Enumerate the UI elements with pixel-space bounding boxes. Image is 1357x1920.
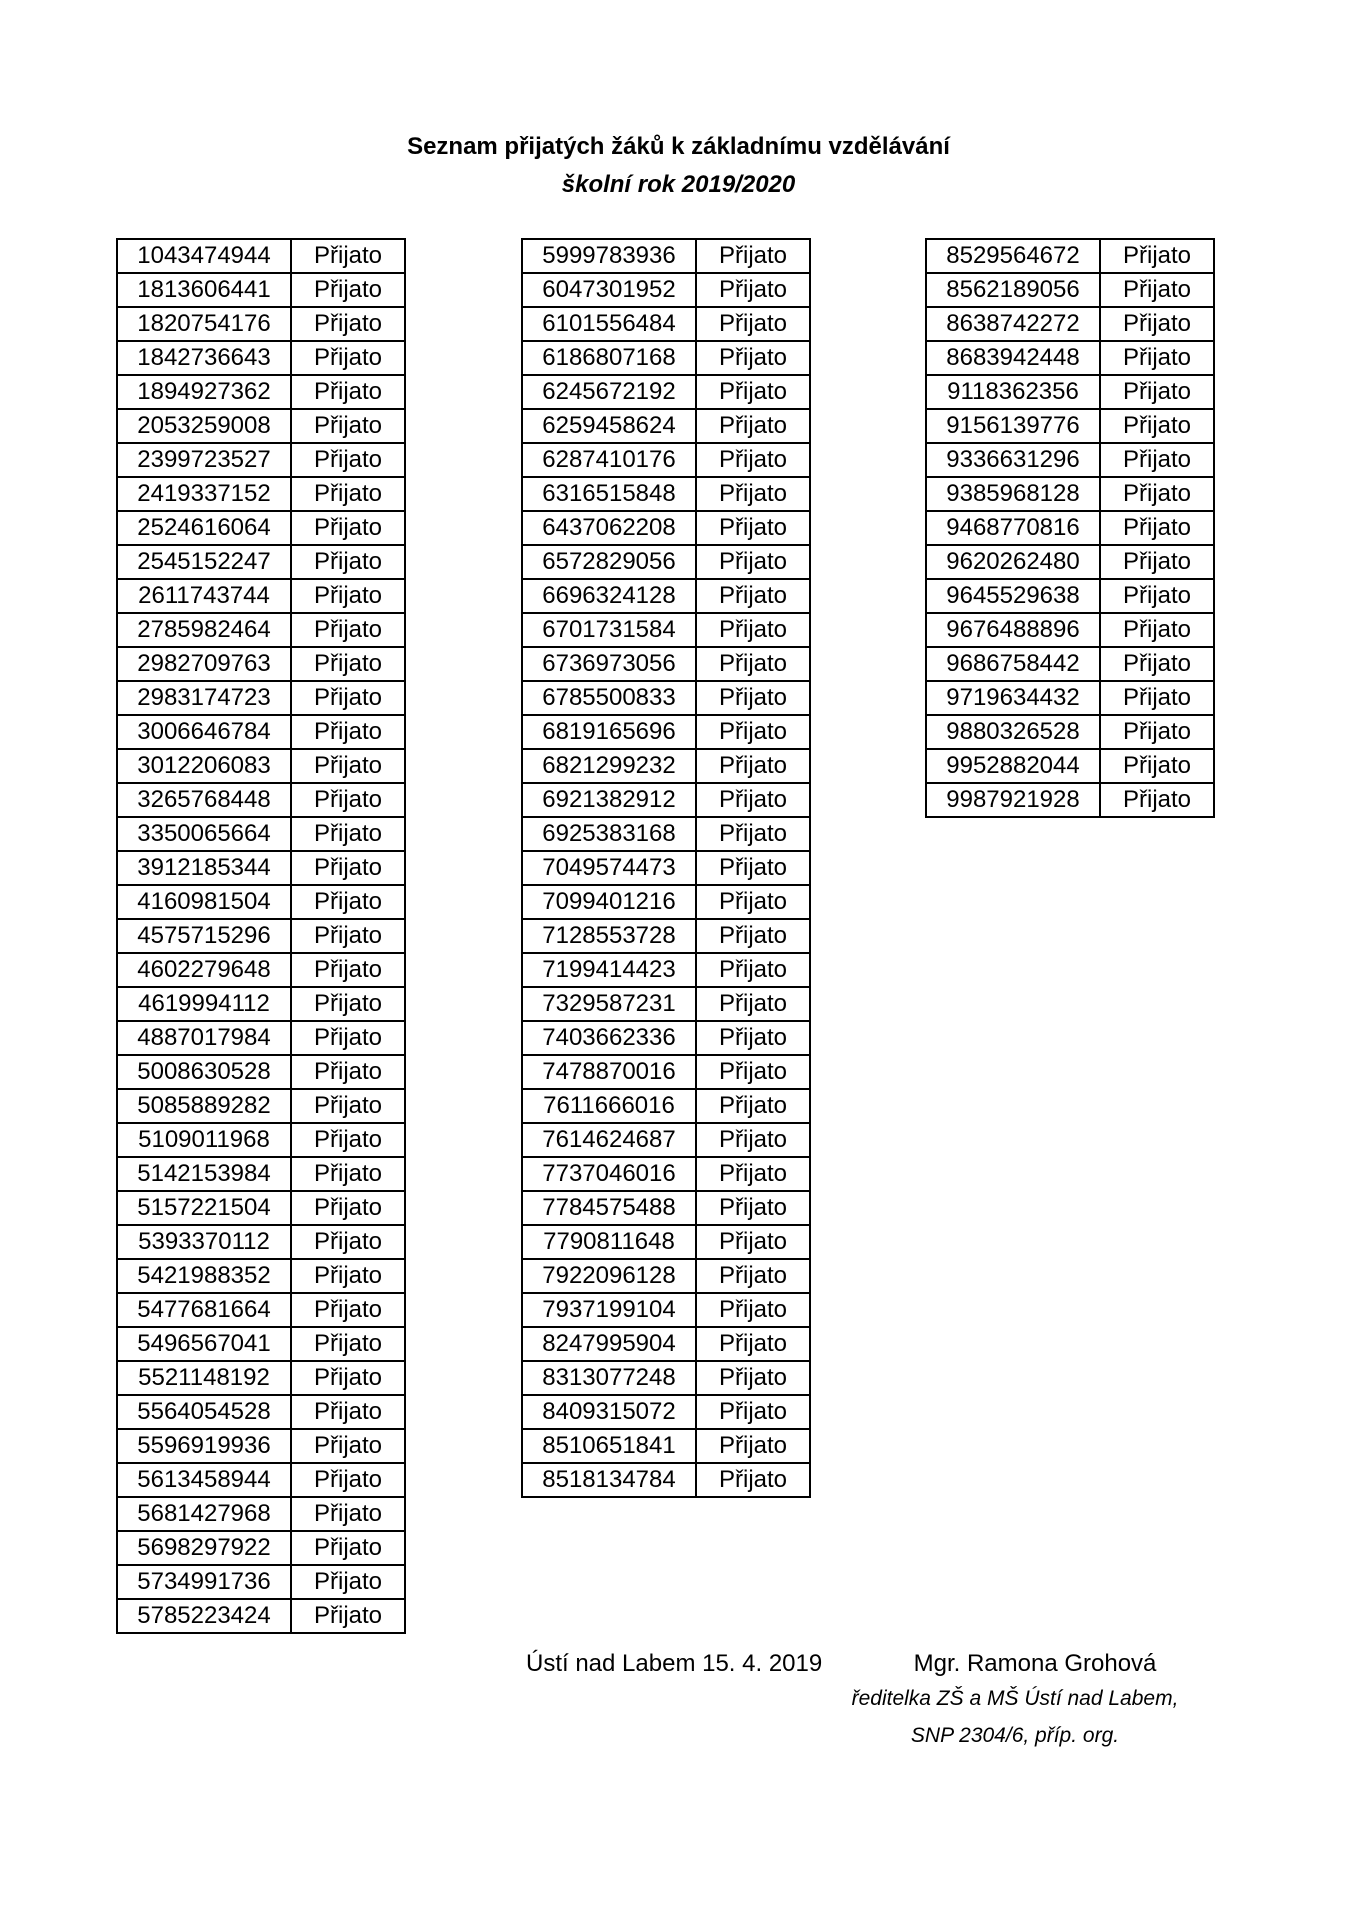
admission-status-cell: Přijato xyxy=(291,885,405,919)
table-row xyxy=(522,1055,810,1089)
student-id-cell: 4602279648 xyxy=(117,953,291,987)
student-id-cell: 4160981504 xyxy=(117,885,291,919)
admission-status-cell: Přijato xyxy=(291,1565,405,1599)
admission-status-cell: Přijato xyxy=(291,681,405,715)
student-id-cell: 8409315072 xyxy=(522,1395,696,1429)
student-id-cell: 9385968128 xyxy=(926,477,1100,511)
student-id-cell: 7922096128 xyxy=(522,1259,696,1293)
admission-status-cell: Přijato xyxy=(696,1327,810,1361)
student-id-cell: 5085889282 xyxy=(117,1089,291,1123)
admission-status-cell: Přijato xyxy=(1100,579,1214,613)
admission-status-cell: Přijato xyxy=(291,1531,405,1565)
student-id-cell: 5681427968 xyxy=(117,1497,291,1531)
admission-status-cell: Přijato xyxy=(291,409,405,443)
table-row xyxy=(522,1327,810,1361)
student-id-cell: 8510651841 xyxy=(522,1429,696,1463)
table-row xyxy=(522,987,810,1021)
admission-status-cell: Přijato xyxy=(696,1395,810,1429)
admission-status-cell: Přijato xyxy=(696,817,810,851)
admission-status-cell: Přijato xyxy=(696,1123,810,1157)
admission-status-cell: Přijato xyxy=(1100,783,1214,817)
admission-status-cell: Přijato xyxy=(696,749,810,783)
admission-status-cell: Přijato xyxy=(291,545,405,579)
table-row xyxy=(522,273,810,307)
student-id-cell: 9686758442 xyxy=(926,647,1100,681)
table-row xyxy=(117,375,405,409)
admission-status-cell: Přijato xyxy=(696,987,810,1021)
student-id-cell: 8638742272 xyxy=(926,307,1100,341)
table-row xyxy=(117,273,405,307)
table-row xyxy=(522,1123,810,1157)
student-id-cell: 6821299232 xyxy=(522,749,696,783)
student-id-cell: 9645529638 xyxy=(926,579,1100,613)
admission-status-cell: Přijato xyxy=(291,1327,405,1361)
admission-status-cell: Přijato xyxy=(1100,375,1214,409)
table-row xyxy=(117,1055,405,1089)
student-id-cell: 7099401216 xyxy=(522,885,696,919)
student-id-cell: 5785223424 xyxy=(117,1599,291,1633)
student-id-cell: 2785982464 xyxy=(117,613,291,647)
table-row xyxy=(522,1157,810,1191)
admission-status-cell: Přijato xyxy=(291,579,405,613)
table-row xyxy=(522,715,810,749)
student-id-cell: 5999783936 xyxy=(522,239,696,273)
student-id-cell: 5496567041 xyxy=(117,1327,291,1361)
student-id-cell: 6921382912 xyxy=(522,783,696,817)
table-row xyxy=(926,613,1214,647)
student-id-cell: 6819165696 xyxy=(522,715,696,749)
table-row xyxy=(522,477,810,511)
table-row xyxy=(926,647,1214,681)
table-row xyxy=(926,409,1214,443)
student-id-cell: 9719634432 xyxy=(926,681,1100,715)
admission-status-cell: Přijato xyxy=(696,443,810,477)
admission-status-cell: Přijato xyxy=(696,613,810,647)
admission-status-cell: Přijato xyxy=(1100,749,1214,783)
student-id-cell: 2983174723 xyxy=(117,681,291,715)
admission-status-cell: Přijato xyxy=(696,273,810,307)
student-id-cell: 5157221504 xyxy=(117,1191,291,1225)
student-id-cell: 5477681664 xyxy=(117,1293,291,1327)
student-id-cell: 3265768448 xyxy=(117,783,291,817)
student-id-cell: 6701731584 xyxy=(522,613,696,647)
admission-status-cell: Přijato xyxy=(696,953,810,987)
student-id-cell: 6047301952 xyxy=(522,273,696,307)
table-row xyxy=(117,987,405,1021)
student-id-cell: 3350065664 xyxy=(117,817,291,851)
student-id-cell: 9620262480 xyxy=(926,545,1100,579)
student-id-cell: 9952882044 xyxy=(926,749,1100,783)
student-id-cell: 9880326528 xyxy=(926,715,1100,749)
admission-status-cell: Přijato xyxy=(291,1157,405,1191)
table-row xyxy=(117,817,405,851)
student-id-cell: 1842736643 xyxy=(117,341,291,375)
student-id-cell: 6186807168 xyxy=(522,341,696,375)
admission-status-cell: Přijato xyxy=(291,1293,405,1327)
table-row xyxy=(117,307,405,341)
admission-status-cell: Přijato xyxy=(291,919,405,953)
admission-status-cell: Přijato xyxy=(291,239,405,273)
admission-status-cell: Přijato xyxy=(291,783,405,817)
admission-status-cell: Přijato xyxy=(1100,715,1214,749)
table-row xyxy=(522,885,810,919)
admission-table-column-1 xyxy=(116,238,406,1634)
student-id-cell: 7784575488 xyxy=(522,1191,696,1225)
student-id-cell: 5596919936 xyxy=(117,1429,291,1463)
table-row xyxy=(117,1327,405,1361)
table-row xyxy=(117,443,405,477)
student-id-cell: 3006646784 xyxy=(117,715,291,749)
admission-status-cell: Přijato xyxy=(696,681,810,715)
student-id-cell: 8518134784 xyxy=(522,1463,696,1497)
signer-role: ředitelka ZŠ a MŠ Ústí nad Labem, xyxy=(851,1687,1179,1710)
student-id-cell: 8562189056 xyxy=(926,273,1100,307)
admission-status-cell: Přijato xyxy=(291,953,405,987)
student-id-cell: 7478870016 xyxy=(522,1055,696,1089)
admission-status-cell: Přijato xyxy=(291,1395,405,1429)
admission-status-cell: Přijato xyxy=(291,715,405,749)
student-id-cell: 7790811648 xyxy=(522,1225,696,1259)
table-row xyxy=(926,341,1214,375)
admission-status-cell: Přijato xyxy=(291,1225,405,1259)
student-id-cell: 1894927362 xyxy=(117,375,291,409)
student-id-cell: 8313077248 xyxy=(522,1361,696,1395)
table-row xyxy=(926,273,1214,307)
student-id-cell: 7611666016 xyxy=(522,1089,696,1123)
admission-status-cell: Přijato xyxy=(696,1191,810,1225)
table-row xyxy=(117,919,405,953)
admission-status-cell: Přijato xyxy=(291,1191,405,1225)
admission-status-cell: Přijato xyxy=(696,1089,810,1123)
admission-status-cell: Přijato xyxy=(696,477,810,511)
student-id-cell: 7199414423 xyxy=(522,953,696,987)
school-year-subtitle: školní rok 2019/2020 xyxy=(561,171,796,198)
admission-status-cell: Přijato xyxy=(1100,545,1214,579)
student-id-cell: 4619994112 xyxy=(117,987,291,1021)
admission-status-cell: Přijato xyxy=(696,919,810,953)
admission-status-cell: Přijato xyxy=(291,1259,405,1293)
table-row xyxy=(926,239,1214,273)
admission-table-column-3 xyxy=(925,238,1215,818)
admission-status-cell: Přijato xyxy=(1100,409,1214,443)
student-id-cell: 6259458624 xyxy=(522,409,696,443)
admission-status-cell: Přijato xyxy=(291,1463,405,1497)
student-id-cell: 6736973056 xyxy=(522,647,696,681)
table-row xyxy=(926,511,1214,545)
admission-status-cell: Přijato xyxy=(1100,273,1214,307)
admission-status-cell: Přijato xyxy=(696,341,810,375)
admission-status-cell: Přijato xyxy=(696,239,810,273)
table-row xyxy=(117,341,405,375)
admission-status-cell: Přijato xyxy=(291,987,405,1021)
admission-status-cell: Přijato xyxy=(291,307,405,341)
student-id-cell: 5734991736 xyxy=(117,1565,291,1599)
admission-status-cell: Přijato xyxy=(291,375,405,409)
admission-status-cell: Přijato xyxy=(291,1021,405,1055)
table-row xyxy=(926,783,1214,817)
admission-status-cell: Přijato xyxy=(1100,307,1214,341)
table-row xyxy=(522,409,810,443)
student-id-cell: 5521148192 xyxy=(117,1361,291,1395)
table-row xyxy=(522,953,810,987)
student-id-cell: 5421988352 xyxy=(117,1259,291,1293)
student-id-cell: 6245672192 xyxy=(522,375,696,409)
admission-status-cell: Přijato xyxy=(696,409,810,443)
admission-status-cell: Přijato xyxy=(696,715,810,749)
admission-status-cell: Přijato xyxy=(291,851,405,885)
table-row xyxy=(522,919,810,953)
student-id-cell: 6287410176 xyxy=(522,443,696,477)
admission-status-cell: Přijato xyxy=(696,1361,810,1395)
admission-status-cell: Přijato xyxy=(291,647,405,681)
student-id-cell: 3012206083 xyxy=(117,749,291,783)
admission-status-cell: Přijato xyxy=(291,477,405,511)
admission-status-cell: Přijato xyxy=(696,1055,810,1089)
table-row xyxy=(522,1361,810,1395)
student-id-cell: 5698297922 xyxy=(117,1531,291,1565)
student-id-cell: 1820754176 xyxy=(117,307,291,341)
student-id-cell: 5008630528 xyxy=(117,1055,291,1089)
admission-status-cell: Přijato xyxy=(291,1361,405,1395)
table-row xyxy=(522,1463,810,1497)
admission-status-cell: Přijato xyxy=(696,885,810,919)
student-id-cell: 9156139776 xyxy=(926,409,1100,443)
table-row xyxy=(117,1599,405,1633)
table-row xyxy=(117,783,405,817)
table-row xyxy=(117,511,405,545)
table-row xyxy=(522,1395,810,1429)
student-id-cell: 6316515848 xyxy=(522,477,696,511)
table-row xyxy=(117,1497,405,1531)
student-id-cell: 7614624687 xyxy=(522,1123,696,1157)
table-row xyxy=(117,1225,405,1259)
student-id-cell: 8683942448 xyxy=(926,341,1100,375)
student-id-cell: 2053259008 xyxy=(117,409,291,443)
table-row xyxy=(117,1463,405,1497)
table-row xyxy=(117,749,405,783)
table-row xyxy=(522,443,810,477)
student-id-cell: 7737046016 xyxy=(522,1157,696,1191)
student-id-cell: 3912185344 xyxy=(117,851,291,885)
admission-status-cell: Přijato xyxy=(1100,613,1214,647)
signer-name: Mgr. Ramona Grohová xyxy=(913,1650,1157,1677)
table-row xyxy=(926,477,1214,511)
table-row xyxy=(117,477,405,511)
table-row xyxy=(117,1191,405,1225)
table-row xyxy=(117,885,405,919)
student-id-cell: 6101556484 xyxy=(522,307,696,341)
student-id-cell: 9468770816 xyxy=(926,511,1100,545)
table-row xyxy=(117,953,405,987)
admission-status-cell: Přijato xyxy=(291,749,405,783)
table-row xyxy=(117,239,405,273)
table-row xyxy=(117,1157,405,1191)
admission-status-cell: Přijato xyxy=(1100,477,1214,511)
admission-status-cell: Přijato xyxy=(696,1463,810,1497)
table-row xyxy=(117,1259,405,1293)
admission-status-cell: Přijato xyxy=(696,511,810,545)
table-row xyxy=(117,1021,405,1055)
table-row xyxy=(926,681,1214,715)
admission-status-cell: Přijato xyxy=(291,817,405,851)
table-row xyxy=(926,579,1214,613)
admission-status-cell: Přijato xyxy=(696,307,810,341)
table-row xyxy=(117,715,405,749)
admission-status-cell: Přijato xyxy=(291,341,405,375)
student-id-cell: 7128553728 xyxy=(522,919,696,953)
table-row xyxy=(522,511,810,545)
table-row xyxy=(117,647,405,681)
table-row xyxy=(522,1191,810,1225)
student-id-cell: 4575715296 xyxy=(117,919,291,953)
admission-status-cell: Přijato xyxy=(291,613,405,647)
student-id-cell: 2399723527 xyxy=(117,443,291,477)
admission-status-cell: Přijato xyxy=(291,1429,405,1463)
student-id-cell: 8247995904 xyxy=(522,1327,696,1361)
table-row xyxy=(117,613,405,647)
table-row xyxy=(522,681,810,715)
admission-status-cell: Přijato xyxy=(696,1225,810,1259)
table-row xyxy=(926,545,1214,579)
student-id-cell: 7049574473 xyxy=(522,851,696,885)
student-id-cell: 7329587231 xyxy=(522,987,696,1021)
table-row xyxy=(522,783,810,817)
admission-table-column-2 xyxy=(521,238,811,1498)
student-id-cell: 4887017984 xyxy=(117,1021,291,1055)
table-row xyxy=(117,1089,405,1123)
student-id-cell: 5393370112 xyxy=(117,1225,291,1259)
student-id-cell: 6437062208 xyxy=(522,511,696,545)
table-row xyxy=(522,613,810,647)
admission-status-cell: Přijato xyxy=(1100,443,1214,477)
admission-status-cell: Přijato xyxy=(291,511,405,545)
student-id-cell: 6696324128 xyxy=(522,579,696,613)
admission-status-cell: Přijato xyxy=(291,1497,405,1531)
student-id-cell: 6785500833 xyxy=(522,681,696,715)
table-row xyxy=(117,1395,405,1429)
table-row xyxy=(522,851,810,885)
admission-status-cell: Přijato xyxy=(696,851,810,885)
admission-status-cell: Přijato xyxy=(291,1089,405,1123)
student-id-cell: 2611743744 xyxy=(117,579,291,613)
student-id-cell: 8529564672 xyxy=(926,239,1100,273)
student-id-cell: 9336631296 xyxy=(926,443,1100,477)
student-id-cell: 2545152247 xyxy=(117,545,291,579)
table-row xyxy=(926,749,1214,783)
admission-status-cell: Přijato xyxy=(1100,239,1214,273)
table-row xyxy=(522,375,810,409)
table-row xyxy=(522,579,810,613)
student-id-cell: 2982709763 xyxy=(117,647,291,681)
table-row xyxy=(522,341,810,375)
table-row xyxy=(522,545,810,579)
table-row xyxy=(117,1293,405,1327)
admission-status-cell: Přijato xyxy=(1100,341,1214,375)
admission-status-cell: Přijato xyxy=(1100,681,1214,715)
table-row xyxy=(522,647,810,681)
admission-status-cell: Přijato xyxy=(291,273,405,307)
student-id-cell: 7937199104 xyxy=(522,1293,696,1327)
admission-status-cell: Přijato xyxy=(696,1021,810,1055)
student-id-cell: 7403662336 xyxy=(522,1021,696,1055)
table-row xyxy=(522,1021,810,1055)
table-row xyxy=(522,239,810,273)
table-row xyxy=(522,817,810,851)
student-id-cell: 1043474944 xyxy=(117,239,291,273)
student-id-cell: 5142153984 xyxy=(117,1157,291,1191)
admission-status-cell: Přijato xyxy=(696,375,810,409)
admission-status-cell: Přijato xyxy=(696,579,810,613)
table-row xyxy=(117,1531,405,1565)
admission-status-cell: Přijato xyxy=(696,1259,810,1293)
admission-status-cell: Přijato xyxy=(696,783,810,817)
table-row xyxy=(522,1225,810,1259)
table-row xyxy=(117,1361,405,1395)
student-id-cell: 6572829056 xyxy=(522,545,696,579)
admission-status-cell: Přijato xyxy=(291,1123,405,1157)
table-row xyxy=(117,1429,405,1463)
table-row xyxy=(522,307,810,341)
table-row xyxy=(926,715,1214,749)
table-row xyxy=(522,749,810,783)
student-id-cell: 2419337152 xyxy=(117,477,291,511)
admission-status-cell: Přijato xyxy=(291,443,405,477)
school-address: SNP 2304/6, příp. org. xyxy=(910,1724,1120,1747)
admission-status-cell: Přijato xyxy=(696,647,810,681)
table-row xyxy=(926,307,1214,341)
admission-status-cell: Přijato xyxy=(1100,511,1214,545)
student-id-cell: 9987921928 xyxy=(926,783,1100,817)
admission-status-cell: Přijato xyxy=(696,1429,810,1463)
student-id-cell: 5564054528 xyxy=(117,1395,291,1429)
student-id-cell: 5613458944 xyxy=(117,1463,291,1497)
admission-status-cell: Přijato xyxy=(291,1055,405,1089)
student-id-cell: 1813606441 xyxy=(117,273,291,307)
table-row xyxy=(117,851,405,885)
student-id-cell: 2524616064 xyxy=(117,511,291,545)
document-title: Seznam přijatých žáků k základnímu vzdělávání xyxy=(407,133,950,160)
table-row xyxy=(117,545,405,579)
student-id-cell: 9118362356 xyxy=(926,375,1100,409)
table-row xyxy=(117,681,405,715)
table-row xyxy=(117,1123,405,1157)
admission-status-cell: Přijato xyxy=(696,1293,810,1327)
table-row xyxy=(522,1429,810,1463)
place-and-date: Ústí nad Labem 15. 4. 2019 xyxy=(526,1650,823,1677)
student-id-cell: 5109011968 xyxy=(117,1123,291,1157)
table-row xyxy=(522,1259,810,1293)
table-row xyxy=(926,443,1214,477)
table-row xyxy=(926,375,1214,409)
admission-status-cell: Přijato xyxy=(696,1157,810,1191)
admission-status-cell: Přijato xyxy=(291,1599,405,1633)
student-id-cell: 9676488896 xyxy=(926,613,1100,647)
table-row xyxy=(117,579,405,613)
table-row xyxy=(117,409,405,443)
table-row xyxy=(522,1089,810,1123)
admission-status-cell: Přijato xyxy=(696,545,810,579)
table-row xyxy=(117,1565,405,1599)
student-id-cell: 6925383168 xyxy=(522,817,696,851)
admission-status-cell: Přijato xyxy=(1100,647,1214,681)
table-row xyxy=(522,1293,810,1327)
